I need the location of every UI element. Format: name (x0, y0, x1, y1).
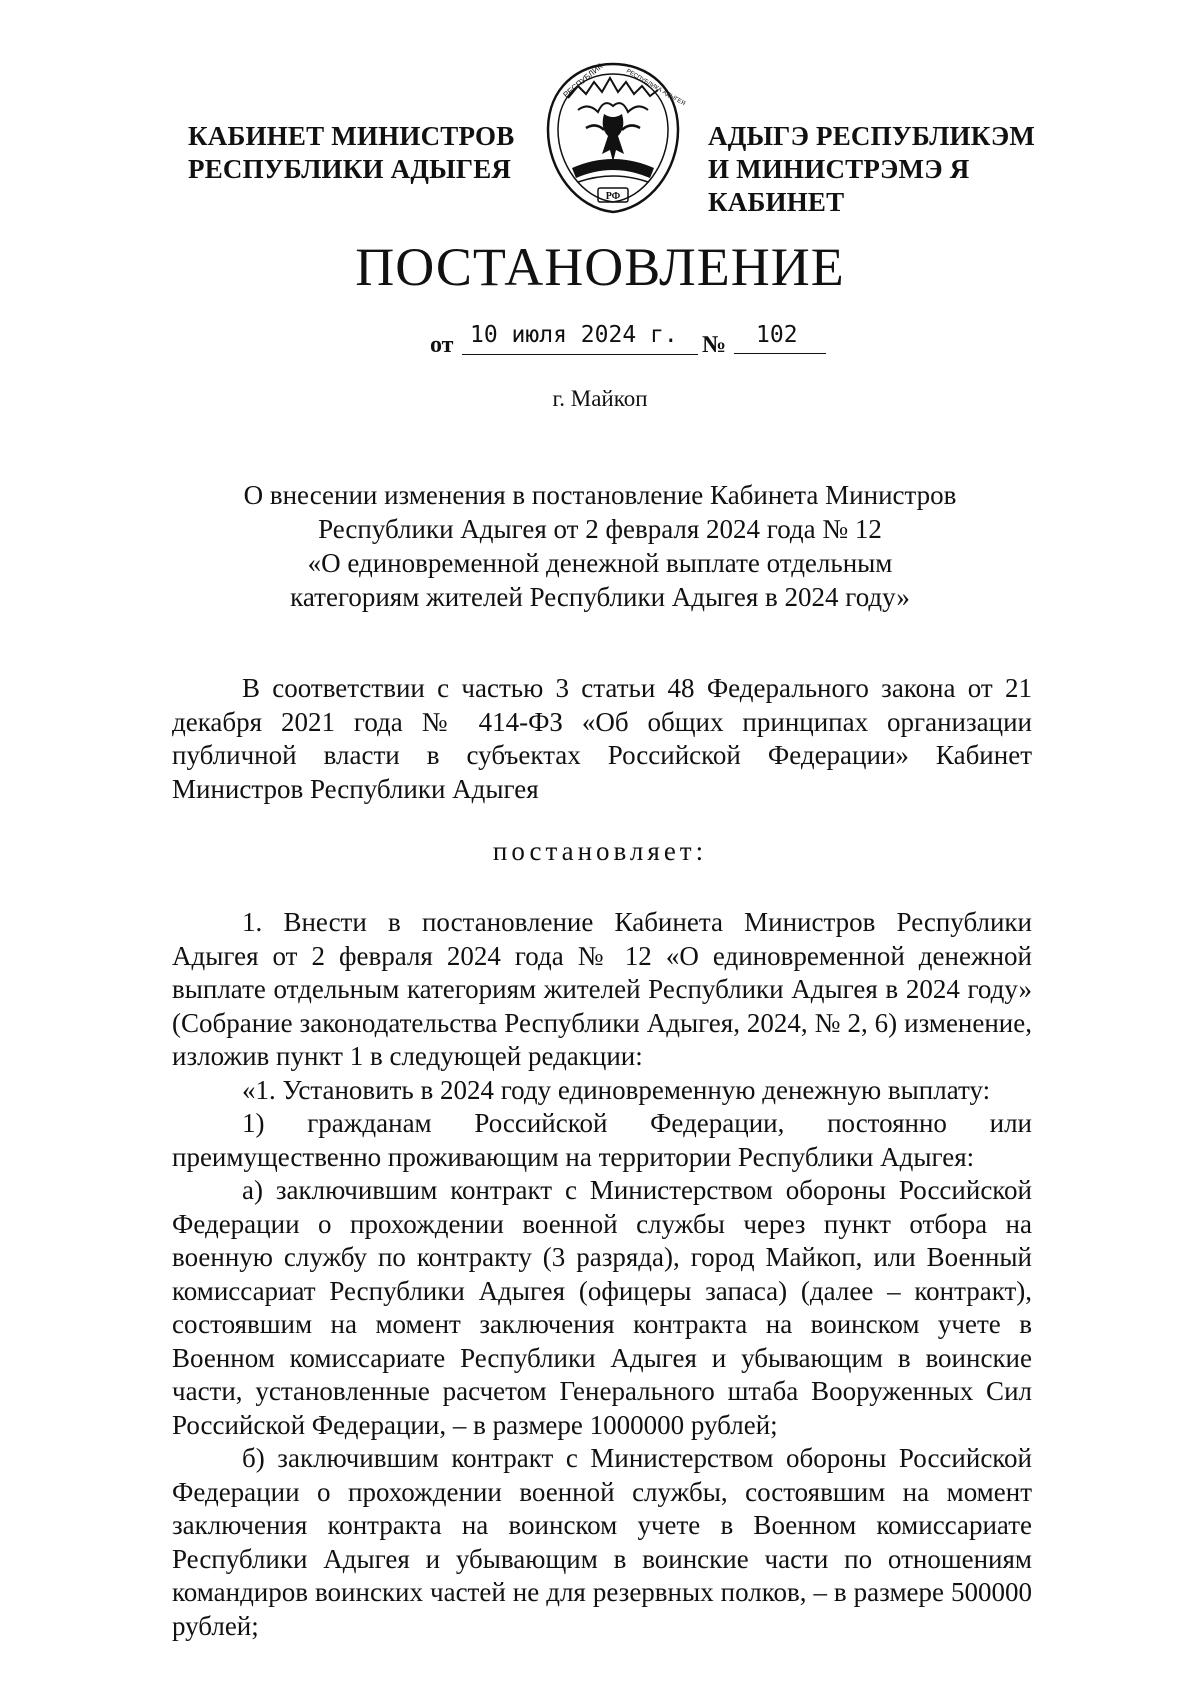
from-label: от (430, 332, 454, 358)
body-paragraph: 1. Внести в постановление Кабинета Министров Республики Адыгея от 2 февраля 2024 года № 12 «О единовременной денежной выплате отдельным категориям жителей Республики Адыгея в 2024 году» (Собрание законодательства Республики Адыгея, 2024, № 2, 6) изменение, изложив пункт 1 в следующей редакции: (172, 907, 1032, 1071)
issuer-line: КАБИНЕТ МИНИСТРОВ (188, 121, 515, 151)
document-subject (180, 478, 1020, 614)
subject-line: категориям жителей Республики Адыгея в 2024 году» (290, 582, 910, 612)
body-paragraph: а) заключившим контракт с Министерством обороны Российской Федерации о прохождении военной службы через пункт отбора на военную службу по контракту (3 разряда), город Майкоп, или Военный комиссариат Республики Адыгея (офицеры запаса) (далее – контракт), состоявшим на момент заключения контракта на воинском учете в Военном комиссариате Республики Адыгея и убывающим в воинские части, установленные расчетом Генерального штаба Вооруженных Сил Российской Федерации, – в размере 1000000 рублей; (172, 1175, 1032, 1440)
document-type-title: ПОСТАНОВЛЕНИЕ (355, 237, 845, 297)
issuer-line: И МИНИСТРЭМЭ Я КАБИНЕТ (708, 154, 970, 217)
resolution-body (172, 906, 1032, 1643)
subject-line: «О единовременной денежной выплате отдельным (307, 548, 893, 578)
issuer-line: РЕСПУБЛИКИ АДЫГЕЯ (188, 154, 512, 184)
subject-line: Республики Адыгея от 2 февраля 2024 года № 12 (318, 514, 882, 544)
coat-of-arms-emblem (538, 58, 688, 218)
emblem-left-text: РЕСПУБЛИК (561, 61, 605, 100)
body-paragraph: «1. Установить в 2024 году единовременную денежную выплату: (242, 1074, 991, 1105)
document-date: 10 июля 2024 г. (462, 322, 698, 355)
resolves-heading: постановляет: (492, 836, 708, 866)
emblem-right-text: РЕСПУБЛИКА АДЫГЕЯ (625, 68, 687, 108)
body-paragraph: 1) гражданам Российской Федерации, постоянно или преимущественно проживающим на территории Республики Адыгея: (172, 1108, 1032, 1172)
body-paragraph: б) заключившим контракт с Министерством обороны Российской Федерации о прохождении военной службы, состоявшим на момент заключения контракта на воинском учете в Военном комиссариате Республики Адыгея и убывающим в воинские части по отношениям командиров воинских частей не для резервных полков, – в размере 500000 рублей; (172, 1443, 1032, 1641)
subject-line: О внесении изменения в постановление Кабинета Министров (243, 480, 957, 510)
date-and-number-line (0, 322, 1200, 362)
preamble (172, 672, 1032, 806)
document-number: 102 (734, 322, 826, 354)
number-label: № (702, 332, 727, 358)
issuer-name-russian (188, 120, 518, 186)
issuer-name-adyghe (708, 120, 1108, 219)
issuer-line: АДЫГЭ РЕСПУБЛИКЭМ (708, 121, 1036, 151)
city-of-issue: г. Майкоп (552, 386, 648, 411)
preamble-text: В соответствии с частью 3 статьи 48 Федерального закона от 21 декабря 2021 года № 414-ФЗ «Об общих принципах организации публичной власти в субъектах Российской Федерации» Кабинет Министров Республики Адыгея (172, 673, 1032, 804)
emblem-bottom-text: РФ (605, 191, 621, 202)
